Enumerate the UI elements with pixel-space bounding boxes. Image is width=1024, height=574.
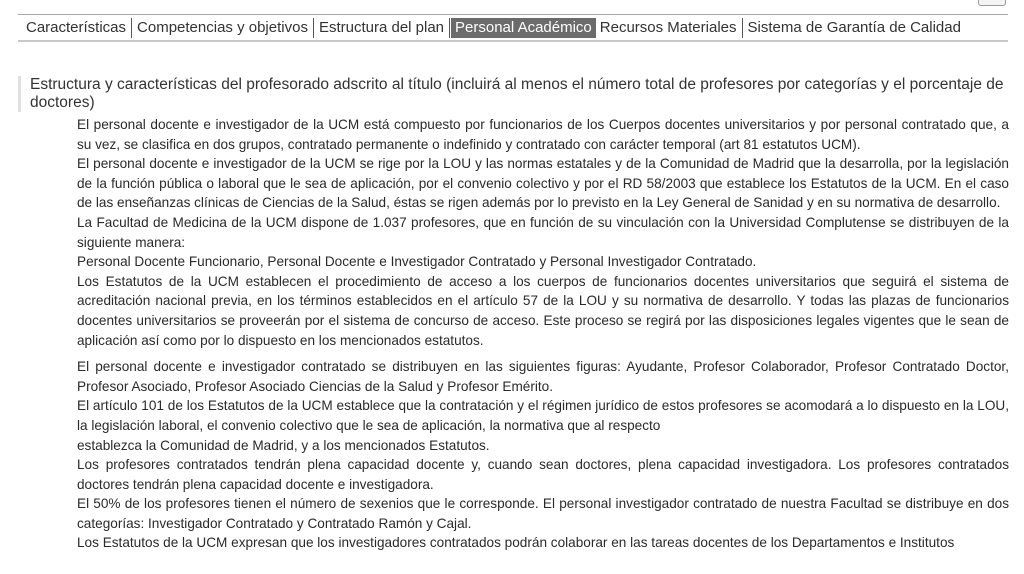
tab-sistema-garantia-calidad[interactable]: Sistema de Garantía de Calidad bbox=[747, 18, 961, 36]
top-strip bbox=[0, 0, 1024, 14]
tab-separator bbox=[131, 18, 132, 38]
paragraph: El personal docente e investigador de la UCM está compuesto por funcionarios de los Cuerpos docentes universitarios y por personal contratado que, a su vez, se clasifica en dos grupos, contratado permanente o indefinido y contratado con carácter temporal (art 81 estatutos UCM). bbox=[77, 117, 1009, 152]
tab-personal-academico[interactable]: Personal Académico bbox=[451, 18, 596, 38]
tab-estructura-plan[interactable]: Estructura del plan bbox=[318, 18, 445, 36]
tab-competencias-objetivos[interactable]: Competencias y objetivos bbox=[137, 18, 308, 36]
section-heading: Estructura y características del profesorado adscrito al título (incluirá al menos el número total de profesores por categorías y el porcentaje de doctores) bbox=[18, 76, 1010, 112]
paragraph: establezca la Comunidad de Madrid, y a los mencionados Estatutos. bbox=[77, 437, 490, 453]
section-tabs bbox=[18, 14, 1008, 42]
tab-separator bbox=[742, 18, 743, 38]
main-content bbox=[18, 76, 1010, 553]
corner-button[interactable] bbox=[978, 0, 1006, 6]
paragraph: Personal Docente Funcionario, Personal Docente e Investigador Contratado y Personal Investigador Contratado. bbox=[77, 254, 757, 270]
paragraph: La Facultad de Medicina de la UCM dispone de 1.037 profesores, que en función de su vinculación con la Universidad Complutense se distribuyen de la siguiente manera: bbox=[77, 214, 1009, 250]
paragraph: El personal docente e investigador de la UCM se rige por la LOU y las normas estatales y de la Comunidad de Madrid que la desarrolla, por la legislación de la función pública o laboral que le sea de aplicación, por el convenio colectivo y por el RD 58/2003 que establece los Estatutos de la UCM. En el caso de las enseñanzas clínicas de Ciencias de la Salud, éstas se rigen además por lo previsto en la Ley General de Sanidad y en su normativa de desarrollo. bbox=[77, 156, 1009, 211]
tab-separator bbox=[313, 18, 314, 38]
paragraph: Los profesores contratados tendrán plena capacidad docente y, cuando sean doctores, plena capacidad investigadora. Los profesores contratados doctores tendrán plena capacidad docente e investigadora. bbox=[77, 457, 1009, 492]
paragraph: El artículo 101 de los Estatutos de la UCM establece que la contratación y el régimen jurídico de estos profesores se acomodará a lo dispuesto en la LOU, la legislación laboral, el convenio colectivo que le sea de aplicación, la normativa que al respecto bbox=[77, 398, 1009, 433]
paragraph: El personal docente e investigador contratado se distribuyen en las siguientes figuras: Ayudante, Profesor Colaborador, Profesor Contratado Doctor, Profesor Asociado, Profesor Asociado Ciencias de la Salud y Profesor Emérito. bbox=[77, 359, 1009, 394]
tab-caracteristicas[interactable]: Características bbox=[26, 18, 127, 36]
tab-recursos-materiales[interactable]: Recursos Materiales bbox=[599, 18, 737, 36]
paragraph: El 50% de los profesores tienen el número de sexenios que le corresponde. El personal investigador contratado de nuestra Facultad se distribuye en dos categorías: Investigador Contratado y Contratado Ramón y Cajal. bbox=[77, 496, 1009, 531]
tab-separator bbox=[449, 18, 450, 38]
section-body bbox=[77, 115, 1009, 553]
paragraph: Los Estatutos de la UCM establecen el procedimiento de acceso a los cuerpos de funcionarios docentes universitarios que seguirá el sistema de acreditación nacional previa, en los términos establecidos en el artículo 57 de la LOU y su normativa de desarrollo. Y todas las plazas de funcionarios docentes universitarios se proveerán por el sistema de concurso de acceso. Este proceso se regirá por las disposiciones legales vigentes que le sean de aplicación así como por lo dispuesto en los mencionados estatutos. bbox=[77, 273, 1009, 348]
paragraph: Los Estatutos de la UCM expresan que los investigadores contratados podrán colaborar en las tareas docentes de los Departamentos e Institutos bbox=[77, 535, 955, 551]
